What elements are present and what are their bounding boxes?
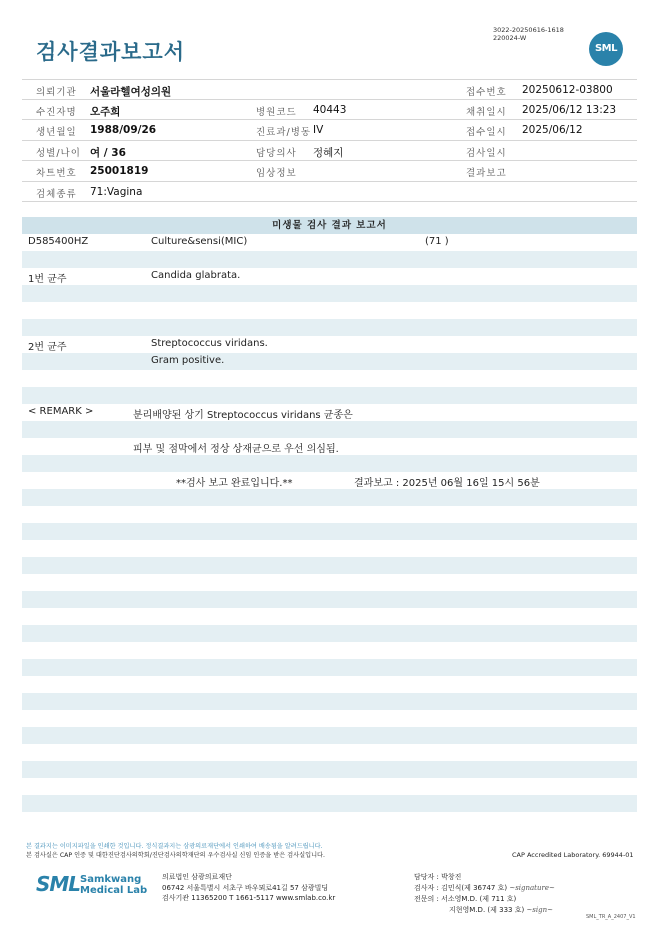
report-row [22,489,637,506]
dob-value: 1988/09/26 [90,124,157,136]
report-row [22,438,637,455]
test-name: Culture&sensi(MIC) [151,236,248,247]
bacteria2-name: Streptococcus viridans. [151,338,268,349]
sex-age-value: 여 / 36 [90,146,126,159]
notice-line2: 본 검사실은 CAP 인증 및 대한진단검사의학회/진단검사의학재단의 우수검사실 신임 인증을 받은 검사실입니다. [26,852,325,859]
report-row [22,778,637,795]
report-row [22,557,637,574]
info-row [22,182,637,203]
bacteria2-gram: Gram positive. [151,355,225,366]
report-row [22,455,637,472]
institution-value: 서울라헬여성의원 [90,86,172,98]
report-row [22,812,637,829]
report-row [22,761,637,778]
notice-line1: 본 결과지는 이미지파일을 인쇄한 것입니다. 정식결과지는 삼광의료재단에서 인쇄하여 배송됨을 알려드립니다. [26,843,323,850]
cap-accreditation: CAP Accredited Laboratory. 69944-01 [512,851,634,859]
logo-line1: Samkwang [80,874,142,885]
result-report-label: 결과보고 [466,168,507,179]
report-row [22,404,637,421]
form-code: SML_TR_A_2407_V1 [586,914,636,920]
remark-line1: 분리배양된 상기 Streptococcus viridans 균종은 [133,410,353,421]
info-row [22,79,637,100]
footer-sml-logo: SML [36,872,81,896]
test-date-label: 검사일시 [466,147,507,159]
report-row [22,744,637,761]
report-row [22,302,637,319]
report-row [22,795,637,812]
doctor-label: 담당의사 [256,147,297,159]
report-row [22,625,637,642]
microbiology-report [22,217,637,829]
report-row [22,353,637,370]
staff-specialist2: 지현영M.D. (제 333 호) ~sign~ [449,906,553,914]
report-row [22,472,637,489]
info-row [22,141,637,162]
report-row [22,285,637,302]
collect-value: 2025/06/12 13:23 [522,103,617,116]
document-id-line2: 220024-W [493,34,527,42]
institution-label: 의뢰기관 [36,87,77,98]
report-row [22,506,637,523]
chart-label: 차트번호 [36,168,77,179]
specimen-label: 검체종류 [36,188,77,200]
footer-logo-text [80,874,147,896]
staff-tester: 검사자 : 김민식(제 36747 호) ~signature~ [414,884,555,892]
test-code: D585400HZ [28,236,89,247]
report-row [22,387,637,404]
org-name: 의료법인 삼광의료재단 [162,873,232,881]
receipt-no-label: 접수번호 [466,87,507,98]
chart-value: 25001819 [90,165,149,177]
report-row [22,727,637,744]
staff-specialist1: 전문의 : 서소영M.D. (제 711 호) [414,895,517,903]
dept-value: IV [313,124,324,136]
report-row [22,710,637,727]
report-row [22,693,637,710]
collect-label: 채취일시 [466,106,507,118]
doctor-value: 정혜지 [313,146,344,159]
signature-image: ~signature~ [509,884,555,892]
test-number: (71 ) [425,236,449,247]
report-row [22,591,637,608]
info-row [22,161,637,182]
remark-line2: 피부 및 점막에서 정상 상재균으로 우선 의심됨. [133,444,339,455]
document-id [493,26,564,42]
receipt-no-value: 20250612-03800 [522,84,613,96]
contact: 검사기관 11365200 T 1661-5117 www.smlab.co.kr [162,894,336,902]
footer-staff-block [414,872,555,916]
dept-label: 진료과/병동 [256,127,312,138]
report-row [22,251,637,268]
report-time: 결과보고 : 2025년 06월 16일 15시 56분 [354,478,540,489]
staff-manager: 담당자 : 박창진 [414,873,462,881]
page-title: 검사결과보고서 [36,40,186,64]
report-row [22,676,637,693]
receive-label: 접수일시 [466,127,507,138]
info-row [22,100,637,121]
dob-label: 생년월일 [36,127,77,138]
report-row [22,234,637,251]
report-row [22,608,637,625]
logo-line2: Medical Lab [80,885,148,896]
name-label: 수진자명 [36,106,77,118]
footer-notice [26,842,325,860]
report-row [22,574,637,591]
report-row [22,336,637,353]
sex-age-label: 성별/나이 [36,147,81,159]
document-id-line1: 3022-20250616-1618 [493,26,564,34]
report-row [22,642,637,659]
report-row [22,659,637,676]
hospital-code-value: 40443 [313,103,347,116]
sml-logo: SML [589,32,623,66]
remark-label: < REMARK > [28,406,94,417]
signature-image: ~sign~ [526,906,553,914]
report-row [22,319,637,336]
report-row [22,268,637,285]
address: 06742 서울특별시 서초구 바우뫼로41길 57 삼광빌딩 [162,883,329,892]
info-row [22,120,637,141]
bacteria2-label: 2번 균주 [28,342,67,353]
receive-value: 2025/06/12 [522,124,583,136]
clinical-label: 임상정보 [256,168,297,179]
report-row [22,540,637,557]
report-row [22,370,637,387]
bacteria1-name: Candida glabrata. [151,270,241,281]
specimen-value: 71:Vagina [90,185,143,198]
bacteria1-label: 1번 균주 [28,274,67,285]
patient-info-table [22,79,637,202]
name-value: 오주희 [90,105,121,118]
footer-address-block [162,872,335,904]
report-row [22,421,637,438]
hospital-code-label: 병원코드 [256,106,297,118]
report-row [22,523,637,540]
report-heading: 미생물 검사 결과 보고서 [22,217,637,234]
report-complete: **검사 보고 완료입니다.** [176,478,293,489]
